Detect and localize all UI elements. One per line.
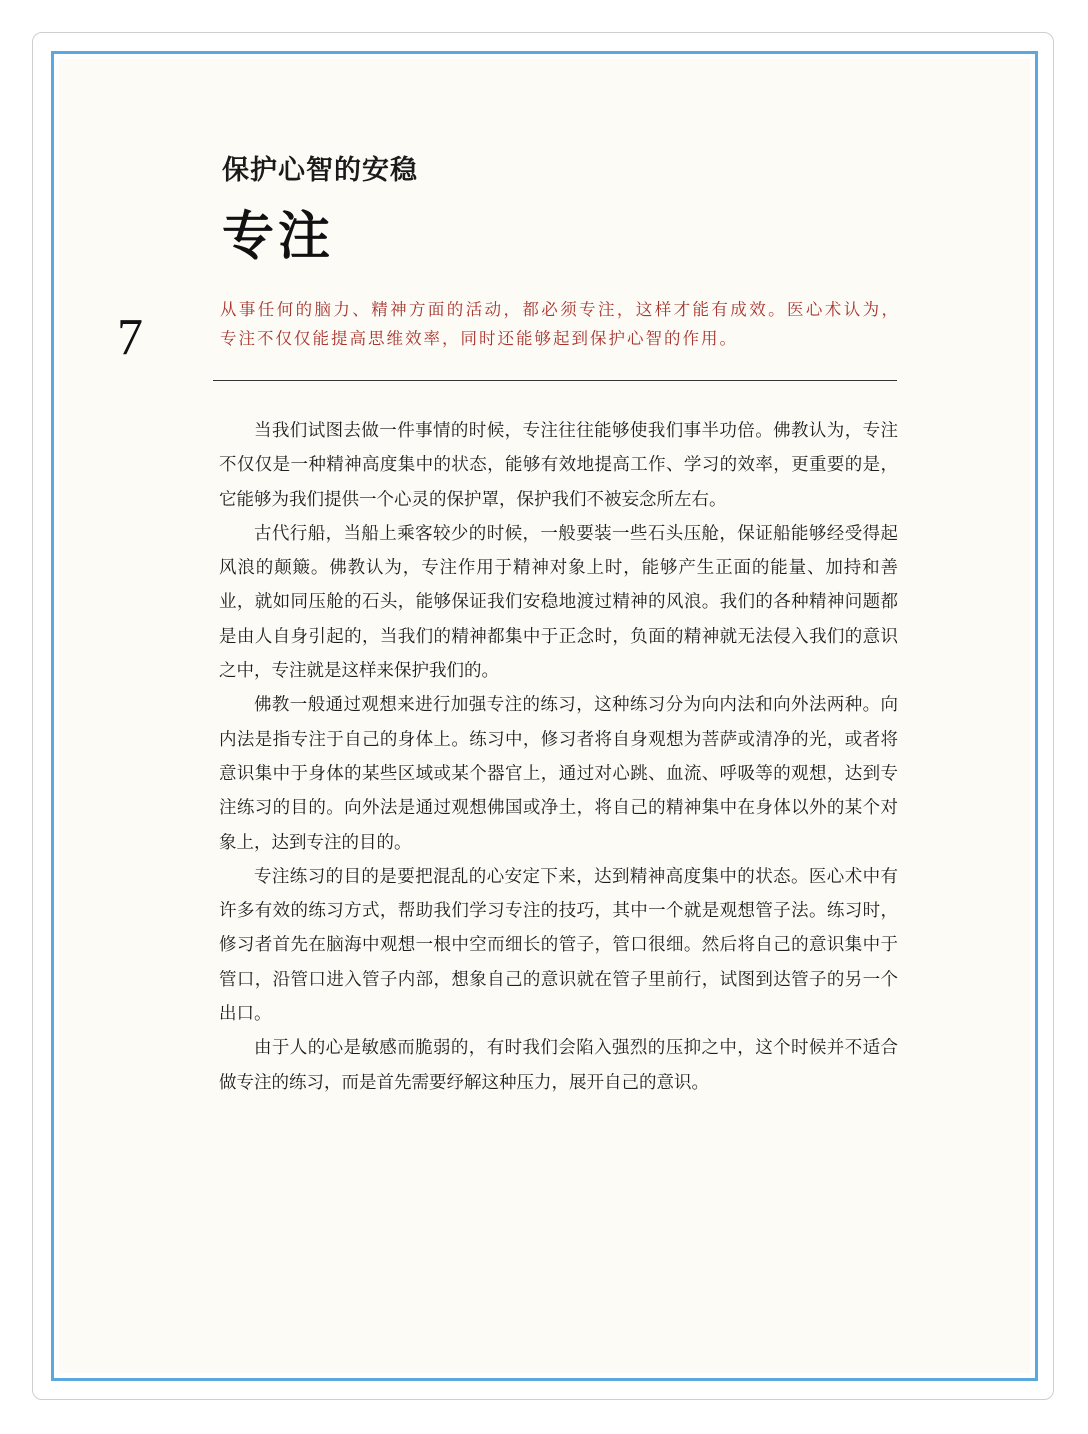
paragraph: 古代行船，当船上乘客较少的时候，一般要装一些石头压舱，保证船能够经受得起风浪的颠簸。佛教认为，专注作用于精神对象上时，能够产生正面的能量、加持和善业，就如同压舱的石头，能够保证我们安稳地渡过精神的风浪。我们的各种精神问题都是由人自身引起的，当我们的精神都集中于正念时，负面的精神就无法侵入我们的意识之中，专注就是这样来保护我们的。	[219, 523, 898, 682]
chapter-title: 专注	[222, 206, 335, 267]
section-divider	[213, 380, 897, 381]
paragraph: 专注练习的目的是要把混乱的心安定下来，达到精神高度集中的状态。医心术中有许多有效的练习方式，帮助我们学习专注的技巧，其中一个就是观想管子法。练习时，修习者首先在脑海中观想一根中空而细长的管子，管口很细。然后将自己的意识集中于管口，沿管口进入管子内部，想象自己的意识就在管子里前行，试图到达管子的另一个出口。	[219, 866, 898, 1025]
page-number: 7	[117, 309, 143, 366]
paragraph: 佛教一般通过观想来进行加强专注的练习，这种练习分为向内法和向外法两种。向内法是指专注于自己的身体上。练习中，修习者将自身观想为菩萨或清净的光，或者将意识集中于身体的某些区域或某个器官上，通过对心跳、血流、呼吸等的观想，达到专注练习的目的。向外法是通过观想佛国或净土，将自己的精神集中在身体以外的某个对象上，达到专注的目的。	[219, 695, 898, 853]
paragraph: 由于人的心是敏感而脆弱的，有时我们会陷入强烈的压抑之中，这个时候并不适合做专注的练习，而是首先需要纾解这种压力，展开自己的意识。	[219, 1038, 898, 1093]
body-text	[219, 414, 898, 1100]
chapter-subtitle: 保护心智的安稳	[222, 155, 418, 186]
paragraph: 当我们试图去做一件事情的时候，专注往往能够使我们事半功倍。佛教认为，专注不仅仅是一种精神高度集中的状态，能够有效地提高工作、学习的效率，更重要的是，它能够为我们提供一个心灵的保护罩，保护我们不被妄念所左右。	[219, 421, 898, 510]
intro-summary: 从事任何的脑力、精神方面的活动，都必须专注，这样才能有成效。医心术认为，专注不仅仅能提高思维效率，同时还能够起到保护心智的作用。	[220, 300, 900, 348]
